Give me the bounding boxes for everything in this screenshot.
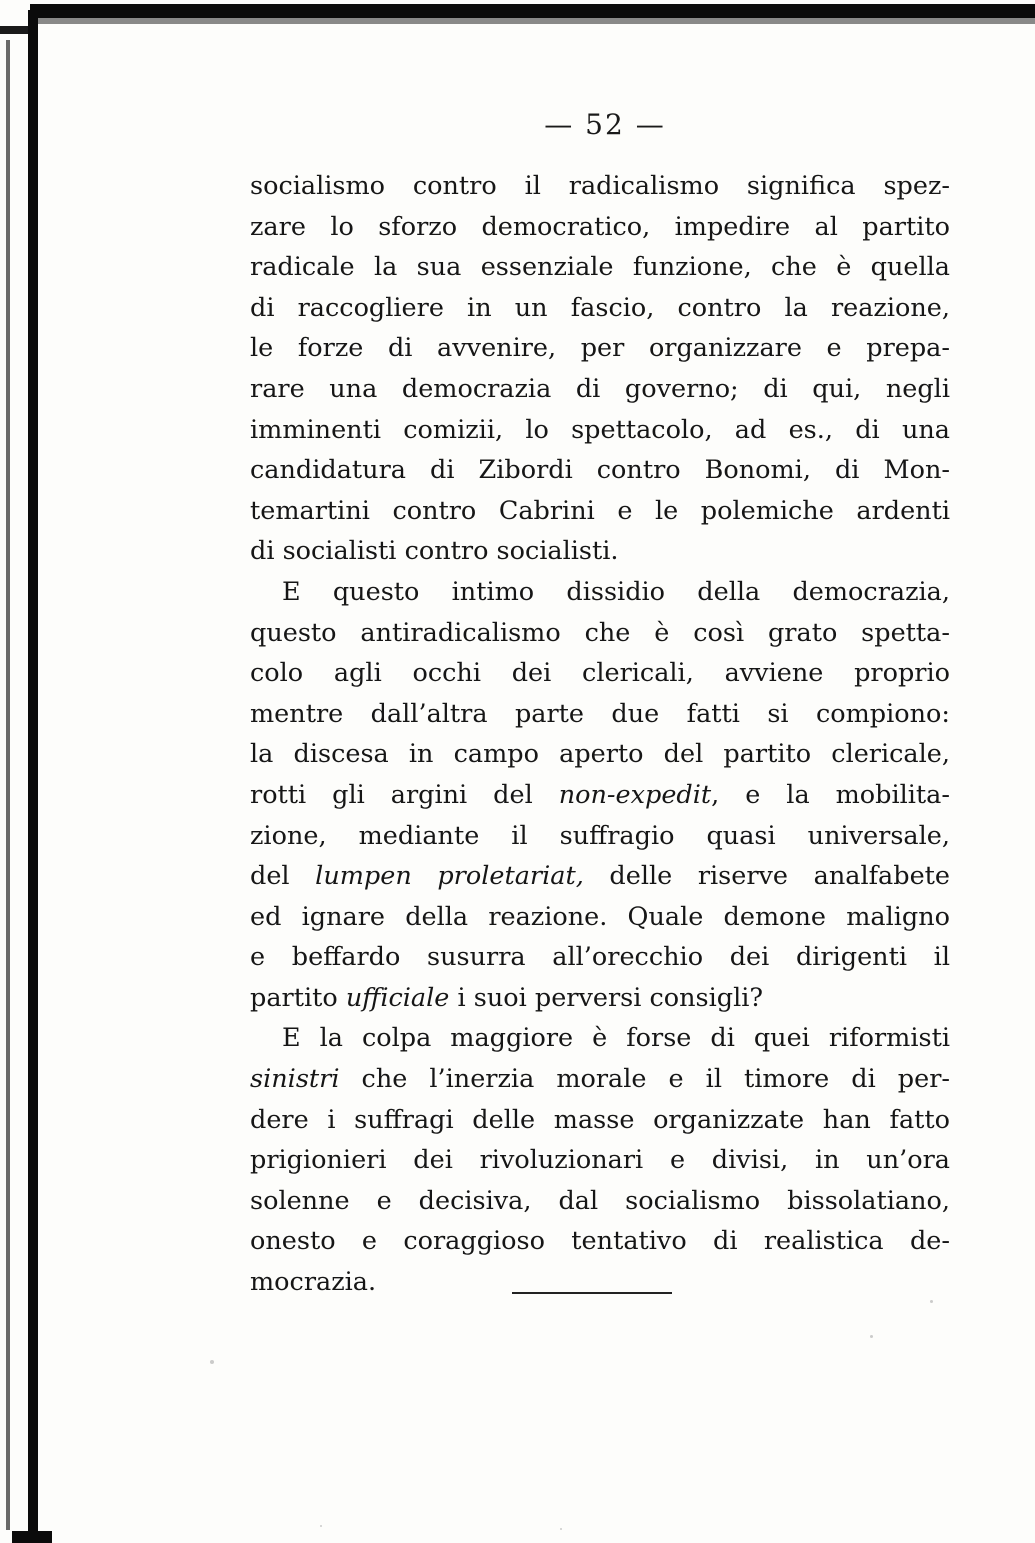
text-run: i suoi perversi consigli? bbox=[449, 982, 764, 1013]
scan-speckle bbox=[210, 1360, 214, 1364]
text-line: E la colpa maggiore è forse di quei riformisti bbox=[282, 1023, 950, 1054]
text-line: colo agli occhi dei clericali, avviene proprio bbox=[250, 658, 950, 689]
text-line: zione, mediante il suffragio quasi universale, bbox=[250, 820, 950, 851]
text-line: e beffardo susurra all’orecchio dei dirigenti il bbox=[250, 942, 950, 973]
text-line: di raccogliere in un fascio, contro la reazione, bbox=[250, 292, 950, 323]
text-line: mocrazia. bbox=[250, 1267, 377, 1298]
text-run: partito bbox=[250, 982, 346, 1013]
italic-term: sinistri bbox=[250, 1064, 340, 1095]
text-line: zare lo sforzo democratico, impedire al partito bbox=[250, 211, 950, 242]
text-line: prigionieri dei rivoluzionari e divisi, in un’ora bbox=[250, 1145, 950, 1176]
scan-corner-mark bbox=[0, 26, 30, 34]
text-line: candidatura di Zibordi contro Bonomi, di Mon- bbox=[250, 455, 950, 486]
scan-top-border-shadow bbox=[30, 18, 1035, 24]
text-line: temartini contro Cabrini e le polemiche ardenti bbox=[250, 495, 950, 526]
text-line: solenne e decisiva, dal socialismo bissolatiano, bbox=[250, 1185, 950, 1216]
text-run: che l’inerzia morale e il timore di per- bbox=[339, 1064, 950, 1095]
text-run: delle riserve analfabete bbox=[583, 861, 950, 892]
text-line: ed ignare della reazione. Quale demone maligno bbox=[250, 901, 950, 932]
scan-top-border bbox=[30, 4, 1035, 18]
text-line: E questo intimo dissidio della democrazia, bbox=[282, 576, 950, 607]
text-line: rare una democrazia di governo; di qui, negli bbox=[250, 373, 950, 404]
text-line: le forze di avvenire, per organizzare e prepa- bbox=[250, 333, 950, 364]
text-run: rotti gli argini del bbox=[250, 779, 559, 810]
scan-left-edge bbox=[6, 40, 10, 1530]
text-line: onesto e coraggioso tentativo di realistica de- bbox=[250, 1226, 950, 1257]
text-line: imminenti comizii, lo spettacolo, ad es., di una bbox=[250, 414, 950, 445]
text-line bbox=[250, 1059, 950, 1100]
text-line: radicale la sua essenziale funzione, che è quella bbox=[250, 252, 950, 283]
text-run: , e la mobilita- bbox=[711, 779, 950, 810]
italic-term: non-expedit bbox=[558, 779, 712, 810]
scan-speckle bbox=[930, 1300, 933, 1303]
text-line: la discesa in campo aperto del partito clericale, bbox=[250, 739, 950, 770]
scan-speckle bbox=[320, 1525, 322, 1527]
text-line: questo antiradicalismo che è così grato spetta- bbox=[250, 617, 950, 648]
text-line bbox=[250, 856, 950, 897]
end-of-section-rule bbox=[512, 1292, 672, 1294]
text-line: mentre dall’altra parte due fatti si compiono: bbox=[250, 698, 950, 729]
scan-speckle bbox=[870, 1335, 873, 1338]
text-line: socialismo contro il radicalismo significa spez- bbox=[250, 171, 950, 201]
text-run: del bbox=[250, 861, 316, 892]
text-line bbox=[250, 978, 950, 1019]
text-line bbox=[250, 775, 950, 816]
italic-term: ufficiale bbox=[345, 982, 450, 1013]
body-text bbox=[250, 166, 950, 1303]
text-line: di socialisti contro socialisti. bbox=[250, 536, 619, 567]
page-number: — 52 — bbox=[544, 108, 666, 141]
scan-bottom-corner bbox=[12, 1531, 52, 1543]
scan-speckle bbox=[560, 1528, 562, 1530]
scan-left-border bbox=[28, 10, 38, 1543]
italic-term: lumpen proletariat, bbox=[315, 861, 584, 892]
text-line: dere i suffragi delle masse organizzate han fatto bbox=[250, 1104, 950, 1135]
